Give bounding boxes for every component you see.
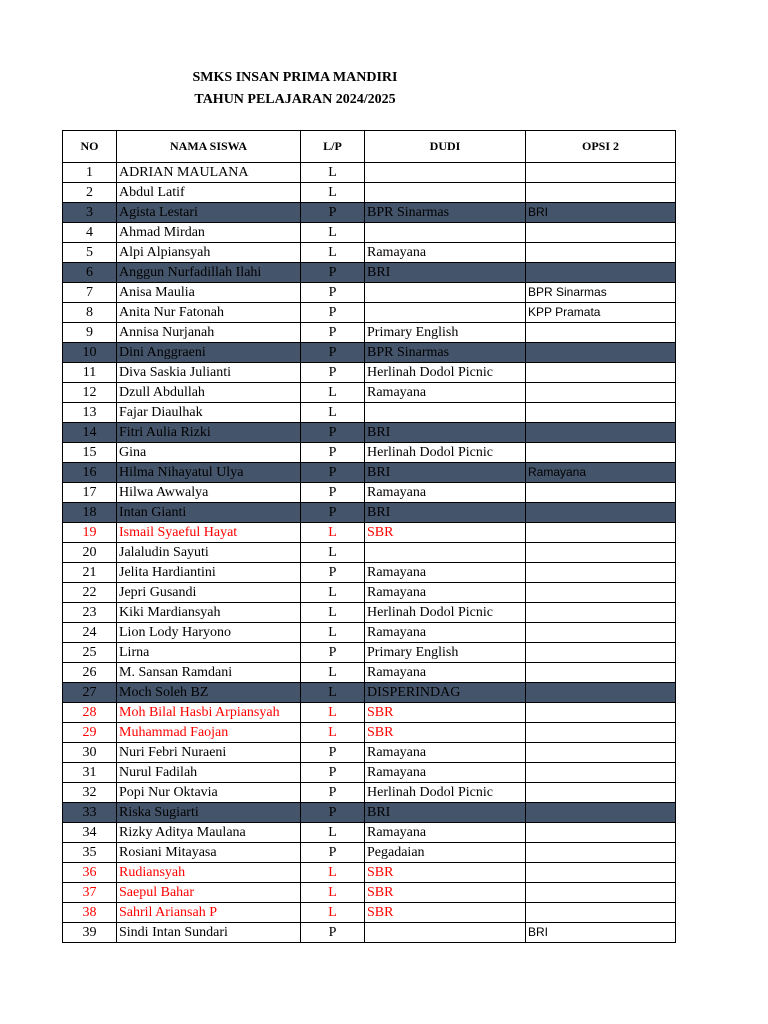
table-row — [63, 723, 676, 743]
cell-name: Agista Lestari — [117, 203, 301, 223]
table-row — [63, 583, 676, 603]
cell-opsi: Ramayana — [526, 463, 676, 483]
cell-lp: L — [301, 723, 365, 743]
cell-dudi: Herlinah Dodol Picnic — [365, 363, 526, 383]
cell-opsi: BRI — [526, 203, 676, 223]
cell-name: Riska Sugiarti — [117, 803, 301, 823]
cell-name: Popi Nur Oktavia — [117, 783, 301, 803]
cell-lp: P — [301, 563, 365, 583]
cell-opsi — [526, 703, 676, 723]
cell-name: Dini Anggraeni — [117, 343, 301, 363]
cell-dudi — [365, 303, 526, 323]
student-table — [62, 130, 676, 943]
cell-lp: P — [301, 463, 365, 483]
cell-lp: L — [301, 903, 365, 923]
cell-dudi: DISPERINDAG — [365, 683, 526, 703]
cell-lp: P — [301, 643, 365, 663]
cell-opsi — [526, 183, 676, 203]
table-row — [63, 883, 676, 903]
cell-no: 15 — [63, 443, 117, 463]
table-row — [63, 843, 676, 863]
cell-no: 21 — [63, 563, 117, 583]
cell-lp: P — [301, 783, 365, 803]
cell-no: 19 — [63, 523, 117, 543]
cell-lp: P — [301, 203, 365, 223]
cell-dudi — [365, 283, 526, 303]
cell-no: 28 — [63, 703, 117, 723]
cell-no: 29 — [63, 723, 117, 743]
table-row — [63, 223, 676, 243]
cell-name: Intan Gianti — [117, 503, 301, 523]
cell-lp: P — [301, 263, 365, 283]
cell-no: 24 — [63, 623, 117, 643]
cell-lp: P — [301, 363, 365, 383]
table-row — [63, 443, 676, 463]
cell-name: Anisa Maulia — [117, 283, 301, 303]
cell-lp: L — [301, 583, 365, 603]
cell-lp: P — [301, 503, 365, 523]
cell-no: 25 — [63, 643, 117, 663]
table-row — [63, 563, 676, 583]
cell-opsi — [526, 503, 676, 523]
cell-opsi: BPR Sinarmas — [526, 283, 676, 303]
cell-dudi: SBR — [365, 723, 526, 743]
cell-lp: L — [301, 883, 365, 903]
cell-lp: L — [301, 223, 365, 243]
cell-lp: P — [301, 323, 365, 343]
cell-dudi: Ramayana — [365, 383, 526, 403]
cell-name: Fitri Aulia Rizki — [117, 423, 301, 443]
cell-dudi — [365, 923, 526, 943]
cell-lp: L — [301, 543, 365, 563]
cell-lp: P — [301, 443, 365, 463]
cell-opsi — [526, 383, 676, 403]
table-row — [63, 403, 676, 423]
cell-dudi: Ramayana — [365, 623, 526, 643]
cell-no: 17 — [63, 483, 117, 503]
table-row — [63, 463, 676, 483]
cell-dudi: Herlinah Dodol Picnic — [365, 603, 526, 623]
cell-dudi: Ramayana — [365, 583, 526, 603]
cell-opsi — [526, 763, 676, 783]
cell-no: 36 — [63, 863, 117, 883]
cell-dudi: BRI — [365, 263, 526, 283]
cell-opsi — [526, 423, 676, 443]
cell-no: 18 — [63, 503, 117, 523]
cell-opsi — [526, 163, 676, 183]
cell-dudi: Pegadaian — [365, 843, 526, 863]
cell-opsi — [526, 903, 676, 923]
cell-no: 30 — [63, 743, 117, 763]
table-row — [63, 603, 676, 623]
cell-opsi — [526, 443, 676, 463]
cell-no: 10 — [63, 343, 117, 363]
cell-lp: L — [301, 683, 365, 703]
cell-opsi: KPP Pramata — [526, 303, 676, 323]
cell-dudi — [365, 403, 526, 423]
cell-dudi: Ramayana — [365, 663, 526, 683]
cell-name: Jalaludin Sayuti — [117, 543, 301, 563]
cell-name: Jepri Gusandi — [117, 583, 301, 603]
cell-opsi — [526, 343, 676, 363]
cell-no: 3 — [63, 203, 117, 223]
cell-dudi: SBR — [365, 883, 526, 903]
cell-no: 1 — [63, 163, 117, 183]
cell-dudi: Ramayana — [365, 763, 526, 783]
cell-lp: L — [301, 663, 365, 683]
cell-no: 26 — [63, 663, 117, 683]
cell-dudi: Ramayana — [365, 743, 526, 763]
cell-opsi — [526, 683, 676, 703]
table-row — [63, 283, 676, 303]
table-row — [63, 303, 676, 323]
cell-name: Rosiani Mitayasa — [117, 843, 301, 863]
cell-lp: L — [301, 863, 365, 883]
cell-opsi — [526, 363, 676, 383]
cell-name: Nuri Febri Nuraeni — [117, 743, 301, 763]
table-row — [63, 383, 676, 403]
table-row — [63, 543, 676, 563]
table-row — [63, 923, 676, 943]
cell-name: Anggun Nurfadillah Ilahi — [117, 263, 301, 283]
cell-no: 33 — [63, 803, 117, 823]
cell-no: 35 — [63, 843, 117, 863]
cell-lp: P — [301, 843, 365, 863]
cell-name: Lirna — [117, 643, 301, 663]
table-row — [63, 683, 676, 703]
cell-dudi: Ramayana — [365, 483, 526, 503]
cell-name: ADRIAN MAULANA — [117, 163, 301, 183]
cell-no: 37 — [63, 883, 117, 903]
cell-opsi — [526, 243, 676, 263]
table-row — [63, 203, 676, 223]
cell-lp: L — [301, 523, 365, 543]
cell-no: 20 — [63, 543, 117, 563]
table-row — [63, 803, 676, 823]
cell-name: Nurul Fadilah — [117, 763, 301, 783]
table-row — [63, 643, 676, 663]
table-row — [63, 343, 676, 363]
cell-dudi — [365, 543, 526, 563]
cell-opsi — [526, 603, 676, 623]
header-lp: L/P — [301, 131, 365, 163]
table-row — [63, 863, 676, 883]
cell-no: 14 — [63, 423, 117, 443]
cell-no: 31 — [63, 763, 117, 783]
cell-dudi: Herlinah Dodol Picnic — [365, 443, 526, 463]
cell-opsi — [526, 323, 676, 343]
cell-opsi — [526, 783, 676, 803]
cell-lp: L — [301, 823, 365, 843]
cell-opsi — [526, 523, 676, 543]
cell-name: Sahril Ariansah P — [117, 903, 301, 923]
cell-name: Hilwa Awwalya — [117, 483, 301, 503]
cell-lp: L — [301, 623, 365, 643]
cell-opsi — [526, 663, 676, 683]
cell-name: Ahmad Mirdan — [117, 223, 301, 243]
cell-opsi — [526, 623, 676, 643]
table-row — [63, 783, 676, 803]
cell-name: Anita Nur Fatonah — [117, 303, 301, 323]
cell-lp: P — [301, 283, 365, 303]
cell-lp: P — [301, 743, 365, 763]
cell-opsi — [526, 583, 676, 603]
cell-no: 2 — [63, 183, 117, 203]
table-row — [63, 623, 676, 643]
cell-opsi — [526, 543, 676, 563]
cell-lp: P — [301, 423, 365, 443]
cell-name: Ismail Syaeful Hayat — [117, 523, 301, 543]
cell-dudi — [365, 163, 526, 183]
cell-dudi: BRI — [365, 463, 526, 483]
table-row — [63, 163, 676, 183]
cell-opsi — [526, 403, 676, 423]
cell-opsi — [526, 843, 676, 863]
cell-dudi — [365, 183, 526, 203]
cell-name: Annisa Nurjanah — [117, 323, 301, 343]
cell-opsi — [526, 263, 676, 283]
cell-no: 11 — [63, 363, 117, 383]
table-row — [63, 903, 676, 923]
cell-name: Lion Lody Haryono — [117, 623, 301, 643]
cell-dudi: Ramayana — [365, 823, 526, 843]
cell-dudi: Ramayana — [365, 243, 526, 263]
cell-name: Rizky Aditya Maulana — [117, 823, 301, 843]
table-row — [63, 423, 676, 443]
cell-lp: P — [301, 303, 365, 323]
cell-dudi: Primary English — [365, 323, 526, 343]
cell-opsi — [526, 723, 676, 743]
cell-dudi: SBR — [365, 523, 526, 543]
cell-lp: L — [301, 603, 365, 623]
cell-no: 39 — [63, 923, 117, 943]
academic-year: TAHUN PELAJARAN 2024/2025 — [194, 92, 396, 107]
cell-lp: P — [301, 343, 365, 363]
cell-dudi: Herlinah Dodol Picnic — [365, 783, 526, 803]
cell-opsi — [526, 643, 676, 663]
cell-name: Kiki Mardiansyah — [117, 603, 301, 623]
cell-dudi: SBR — [365, 903, 526, 923]
table-row — [63, 183, 676, 203]
table-row — [63, 763, 676, 783]
cell-opsi — [526, 883, 676, 903]
cell-no: 22 — [63, 583, 117, 603]
cell-opsi: BRI — [526, 923, 676, 943]
cell-name: Fajar Diaulhak — [117, 403, 301, 423]
cell-lp: L — [301, 383, 365, 403]
cell-dudi: BRI — [365, 503, 526, 523]
cell-name: Diva Saskia Julianti — [117, 363, 301, 383]
cell-name: Dzull Abdullah — [117, 383, 301, 403]
header-nama-siswa: NAMA SISWA — [117, 131, 301, 163]
table-row — [63, 363, 676, 383]
cell-dudi: Primary English — [365, 643, 526, 663]
cell-no: 27 — [63, 683, 117, 703]
table-row — [63, 663, 676, 683]
cell-opsi — [526, 803, 676, 823]
cell-name: Saepul Bahar — [117, 883, 301, 903]
cell-dudi: BRI — [365, 803, 526, 823]
cell-no: 34 — [63, 823, 117, 843]
cell-no: 4 — [63, 223, 117, 243]
table-row — [63, 743, 676, 763]
cell-name: Hilma Nihayatul Ulya — [117, 463, 301, 483]
header-no: NO — [63, 131, 117, 163]
table-header-row — [63, 131, 676, 163]
table-row — [63, 523, 676, 543]
table-row — [63, 243, 676, 263]
cell-no: 8 — [63, 303, 117, 323]
cell-dudi: SBR — [365, 863, 526, 883]
cell-name: Rudiansyah — [117, 863, 301, 883]
cell-no: 23 — [63, 603, 117, 623]
cell-lp: L — [301, 403, 365, 423]
table-row — [63, 263, 676, 283]
cell-opsi — [526, 863, 676, 883]
table-body — [63, 163, 676, 943]
table-row — [63, 823, 676, 843]
cell-opsi — [526, 563, 676, 583]
cell-dudi: BRI — [365, 423, 526, 443]
table-row — [63, 503, 676, 523]
cell-no: 5 — [63, 243, 117, 263]
cell-name: Gina — [117, 443, 301, 463]
cell-no: 38 — [63, 903, 117, 923]
cell-lp: P — [301, 483, 365, 503]
cell-opsi — [526, 823, 676, 843]
cell-no: 32 — [63, 783, 117, 803]
cell-name: Abdul Latif — [117, 183, 301, 203]
cell-dudi: BPR Sinarmas — [365, 203, 526, 223]
cell-name: Sindi Intan Sundari — [117, 923, 301, 943]
cell-name: Jelita Hardiantini — [117, 563, 301, 583]
cell-opsi — [526, 743, 676, 763]
cell-lp: P — [301, 763, 365, 783]
cell-opsi — [526, 223, 676, 243]
cell-dudi: BPR Sinarmas — [365, 343, 526, 363]
header-opsi-2: OPSI 2 — [526, 131, 676, 163]
cell-no: 13 — [63, 403, 117, 423]
cell-dudi: Ramayana — [365, 563, 526, 583]
cell-lp: L — [301, 183, 365, 203]
cell-dudi: SBR — [365, 703, 526, 723]
table-row — [63, 703, 676, 723]
cell-opsi — [526, 483, 676, 503]
cell-lp: L — [301, 703, 365, 723]
cell-no: 6 — [63, 263, 117, 283]
cell-name: M. Sansan Ramdani — [117, 663, 301, 683]
cell-lp: P — [301, 803, 365, 823]
cell-name: Alpi Alpiansyah — [117, 243, 301, 263]
cell-no: 9 — [63, 323, 117, 343]
cell-no: 16 — [63, 463, 117, 483]
cell-lp: L — [301, 243, 365, 263]
cell-lp: P — [301, 923, 365, 943]
cell-lp: L — [301, 163, 365, 183]
cell-no: 12 — [63, 383, 117, 403]
table-row — [63, 323, 676, 343]
cell-dudi — [365, 223, 526, 243]
header-dudi: DUDI — [365, 131, 526, 163]
table-row — [63, 483, 676, 503]
cell-name: Muhammad Faojan — [117, 723, 301, 743]
cell-no: 7 — [63, 283, 117, 303]
school-name: SMKS INSAN PRIMA MANDIRI — [192, 70, 398, 85]
cell-name: Moh Bilal Hasbi Arpiansyah — [117, 703, 301, 723]
cell-name: Moch Soleh BZ — [117, 683, 301, 703]
